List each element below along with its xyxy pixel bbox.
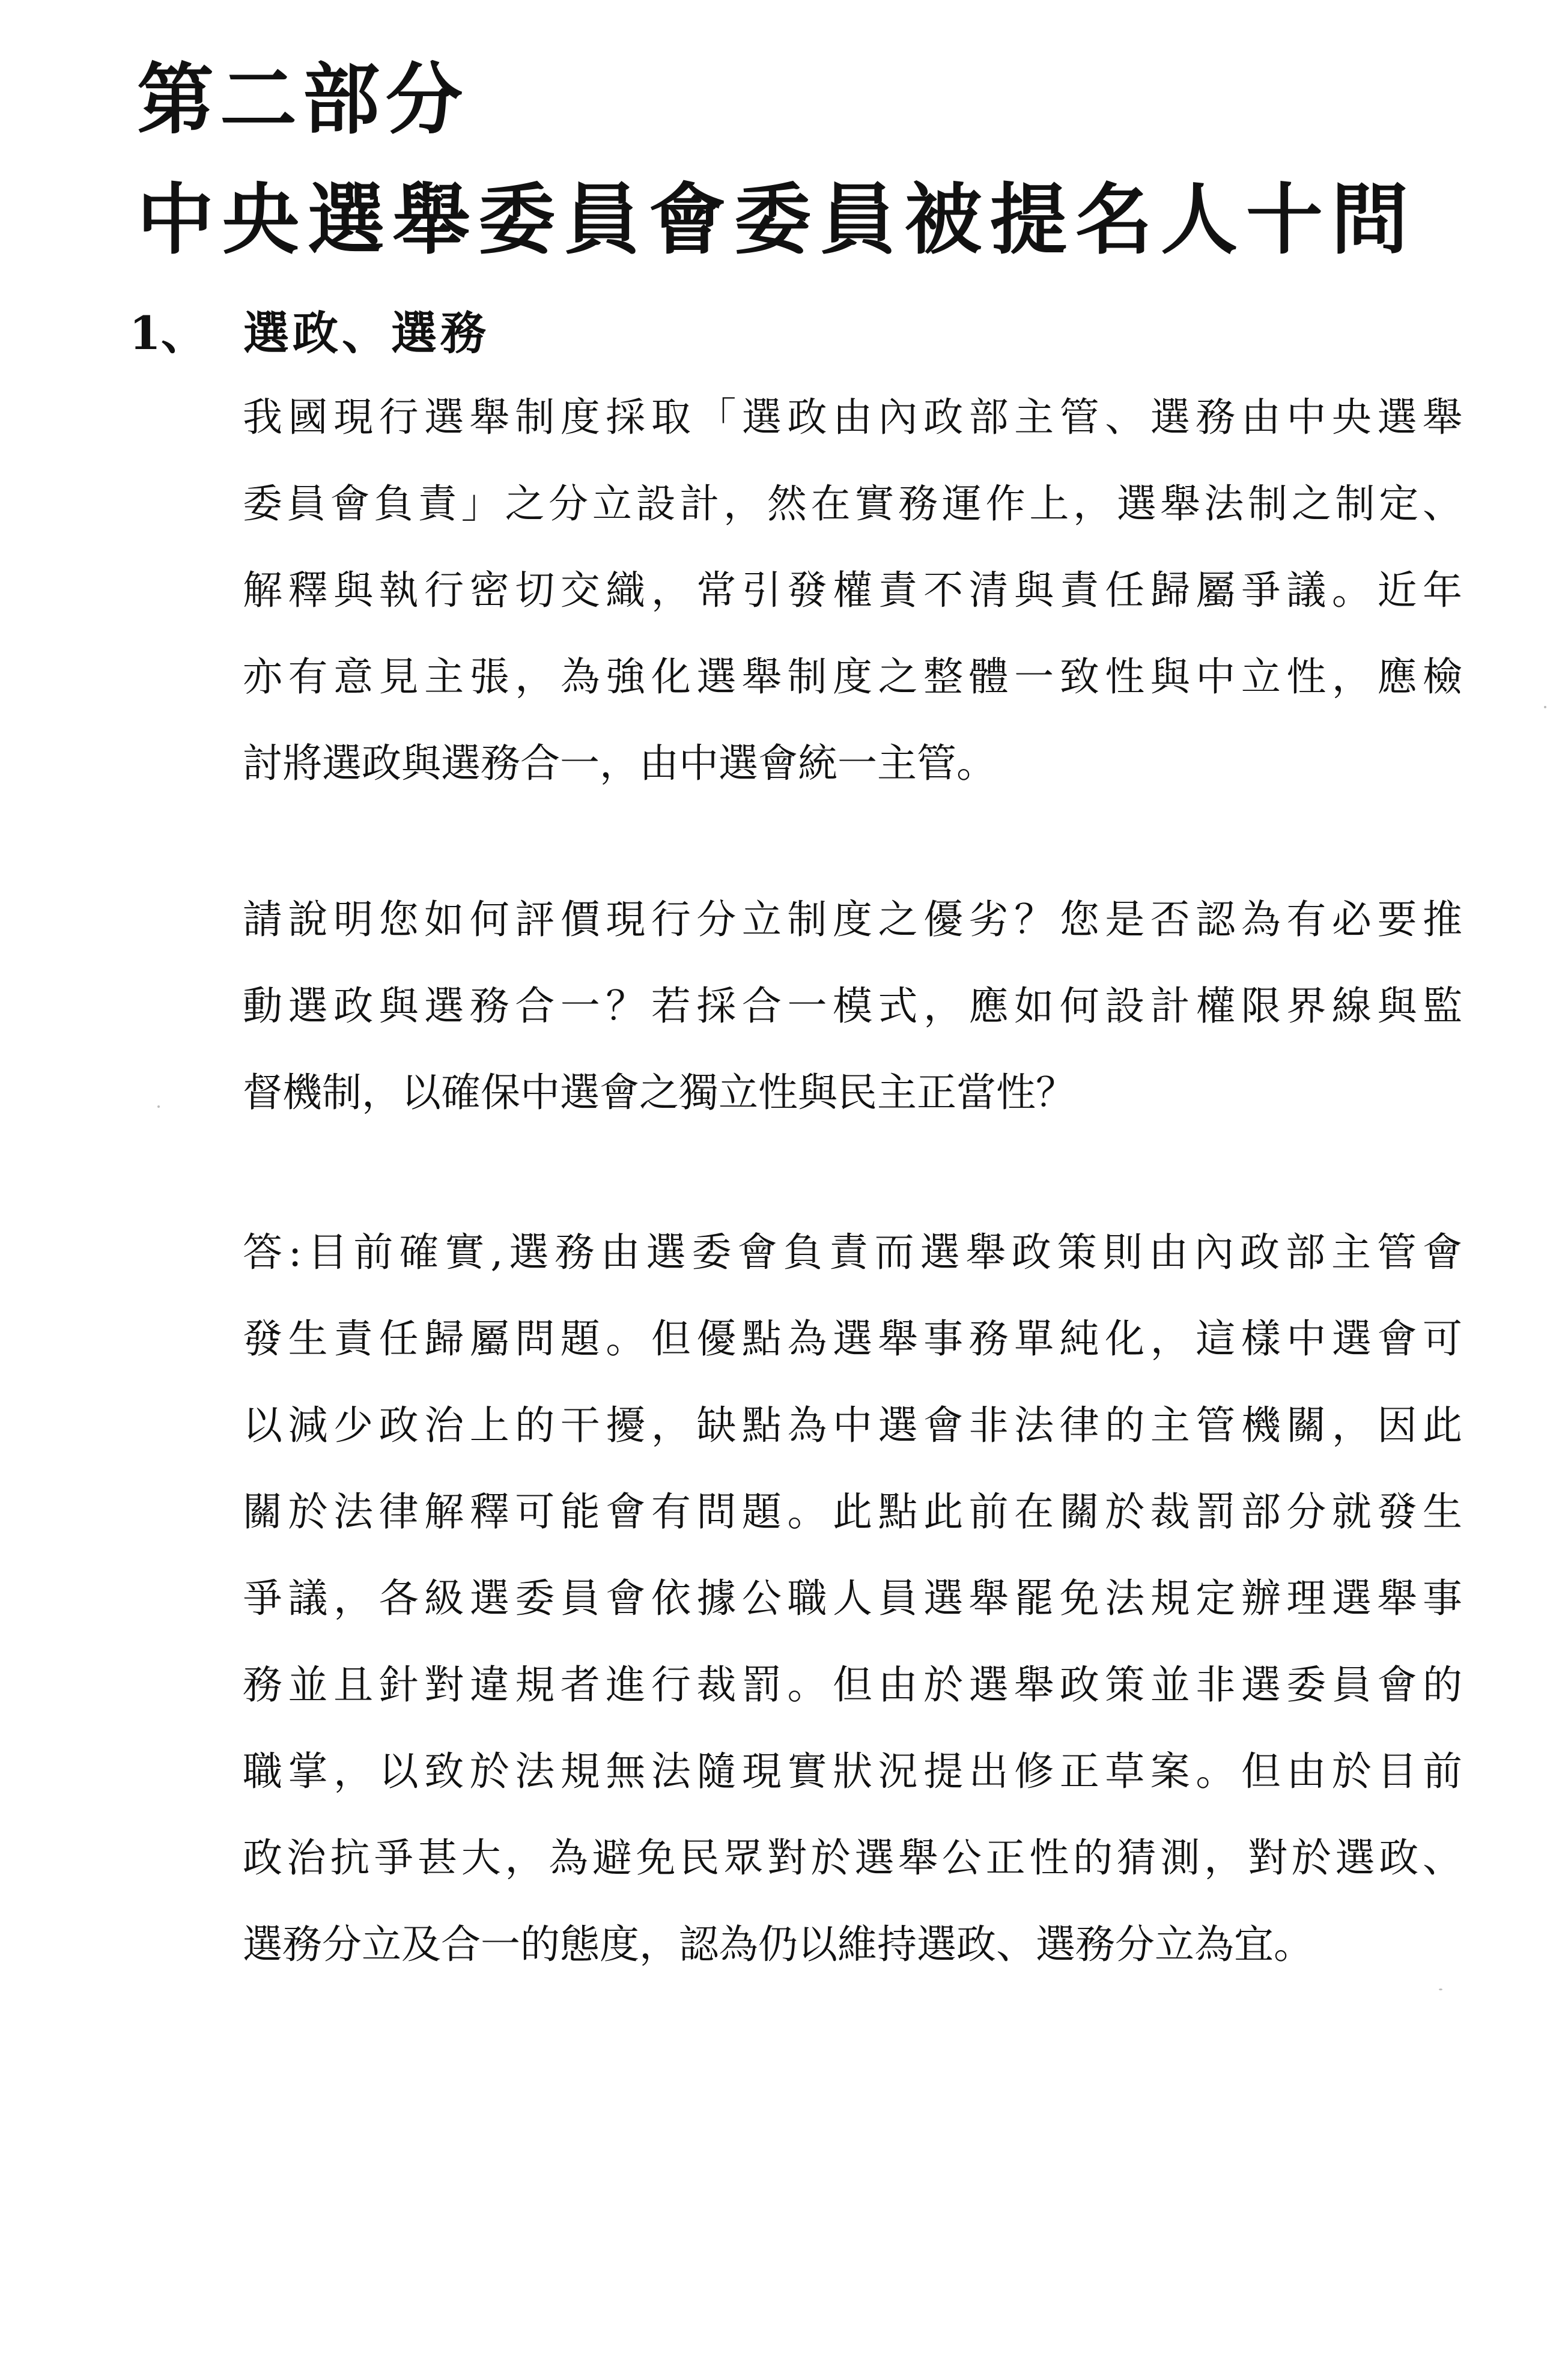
paragraph-line: 委員會負責」之分立設計，然在實務運作上，選舉法制之制定、: [243, 481, 1462, 527]
section-number: 1、: [129, 306, 207, 360]
section-title: 選政、選務: [243, 306, 490, 360]
part-title: 第二部分: [137, 55, 469, 145]
answer-paragraph: [243, 1209, 1462, 1988]
paragraph-line: 動選政與選務合一？若採合一模式，應如何設計權限界線與監: [243, 983, 1462, 1029]
paragraph-line: 選務分立及合一的態度，認為仍以維持選政、選務分立為宜。: [243, 1921, 1313, 1968]
scan-speck: [1544, 706, 1546, 708]
paragraph-line: 請說明您如何評價現行分立制度之優劣？您是否認為有必要推: [243, 896, 1462, 943]
paragraph-line: 我國現行選舉制度採取「選政由內政部主管、選務由中央選舉: [243, 394, 1462, 440]
scan-speck: [1439, 1989, 1442, 1990]
question-paragraph: [243, 877, 1462, 1136]
paragraph-line: 以減少政治上的干擾，缺點為中選會非法律的主管機關，因此: [243, 1402, 1462, 1448]
paragraph-line: 解釋與執行密切交織，常引發權責不清與責任歸屬爭議。近年: [243, 567, 1462, 613]
paragraph-line: 職掌，以致於法規無法隨現實狀況提出修正草案。但由於目前: [243, 1748, 1462, 1794]
paragraph-line: 亦有意見主張，為強化選舉制度之整體一致性與中立性，應檢: [243, 654, 1462, 700]
paragraph-line: 發生責任歸屬問題。但優點為選舉事務單純化，這樣中選會可: [243, 1316, 1462, 1362]
section-heading: [129, 300, 490, 366]
paragraph-line: 答:目前確實,選務由選委會負責而選舉政策則由內政部主管會: [243, 1229, 1462, 1275]
document-title: 中央選舉委員會委員被提名人十問: [137, 175, 1417, 265]
paragraph-line: 政治抗爭甚大，為避免民眾對於選舉公正性的猜測，對於選政、: [243, 1835, 1462, 1881]
paragraph-line: 討將選政與選務合一，由中選會統一主管。: [243, 740, 996, 786]
paragraph-line: 關於法律解釋可能會有問題。此點此前在關於裁罰部分就發生: [243, 1489, 1462, 1535]
paragraph-line: 爭議，各級選委員會依據公職人員選舉罷免法規定辦理選舉事: [243, 1575, 1462, 1621]
background-paragraph: [243, 374, 1462, 807]
paragraph-line: 督機制，以確保中選會之獨立性與民主正當性？: [243, 1069, 1075, 1116]
paragraph-line: 務並且針對違規者進行裁罰。但由於選舉政策並非選委員會的: [243, 1662, 1462, 1708]
scan-speck: [157, 1105, 160, 1108]
